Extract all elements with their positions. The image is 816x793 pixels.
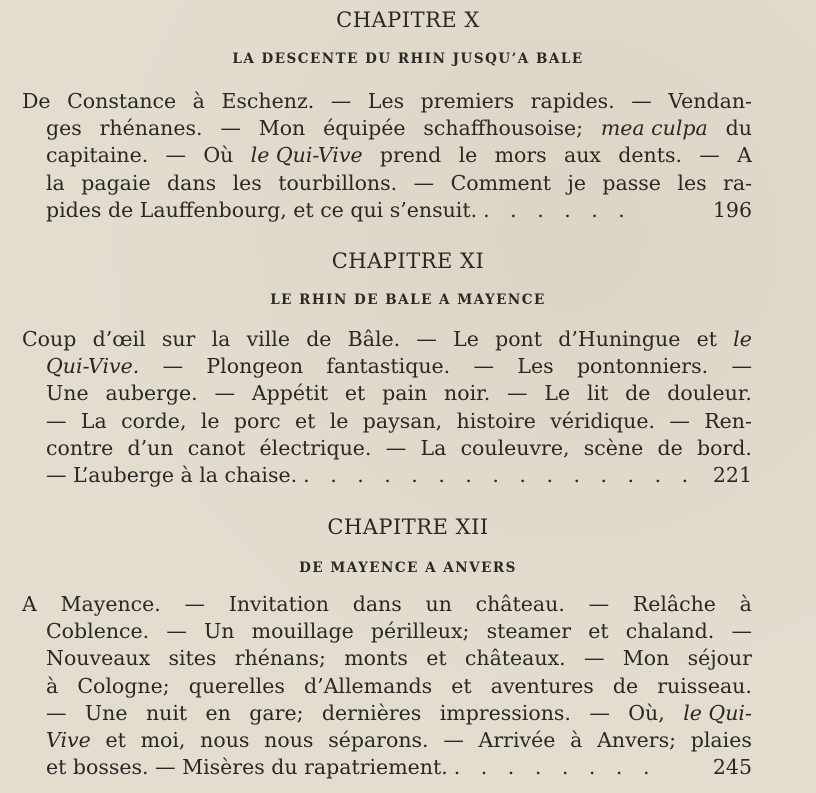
summary-word: et xyxy=(344,381,366,406)
summary-word: passe xyxy=(602,170,661,195)
summary-word: — xyxy=(416,327,437,351)
summary-word: A xyxy=(737,143,752,168)
summary-word: dans xyxy=(352,592,402,616)
summary-word: querelles xyxy=(188,673,285,698)
summary-word: à xyxy=(570,727,583,752)
summary-word: — xyxy=(699,143,720,168)
summary-word: histoire xyxy=(456,408,536,433)
summary-word: ville xyxy=(246,327,290,351)
summary-word: le xyxy=(733,327,752,351)
summary-word: — xyxy=(46,408,67,433)
summary-last-text: et bosses. — Misères du rapatriement. xyxy=(46,755,448,780)
summary-word: mea culpa xyxy=(600,116,708,141)
summary-word: d’Allemands xyxy=(303,673,433,698)
summary-last-line xyxy=(22,754,752,781)
summary-word: en xyxy=(205,700,231,725)
summary-word: Le xyxy=(453,327,479,351)
summary-word: aventures xyxy=(490,673,594,698)
chapter-11-subtitle: LE RHIN DE BALE A MAYENCE xyxy=(270,292,546,308)
summary-word: lit xyxy=(586,381,609,406)
summary-word: — xyxy=(631,89,652,113)
summary-word: La xyxy=(420,435,447,460)
summary-word: Appétit xyxy=(251,381,329,406)
summary-word: Mon xyxy=(258,116,306,141)
summary-word: moi, xyxy=(140,727,186,752)
page-number: 196 xyxy=(712,197,752,222)
leader-dots: . . . . . . . . xyxy=(453,755,657,780)
summary-word: Constance xyxy=(67,89,177,113)
summary-line xyxy=(22,142,752,169)
summary-word: mors xyxy=(494,143,547,168)
summary-last-text: pides de Lauffenbourg, et ce qui s’ensuit. xyxy=(46,197,478,222)
summary-word: équipée xyxy=(323,116,406,141)
summary-word: Anvers; xyxy=(597,727,677,752)
summary-word: périlleux; xyxy=(370,619,470,644)
summary-word: fantastique. xyxy=(326,354,451,379)
summary-word: de xyxy=(625,381,651,406)
summary-line xyxy=(22,700,752,727)
summary-word: — xyxy=(731,619,752,644)
summary-word: Les xyxy=(517,354,554,379)
summary-word: de xyxy=(306,327,332,351)
summary-word: nous xyxy=(264,727,314,752)
summary-word: d’Huningue xyxy=(558,327,681,351)
summary-word: Vive xyxy=(46,727,91,752)
summary-word: Les xyxy=(367,89,405,113)
page-number: 245 xyxy=(712,755,752,780)
summary-word: d’un xyxy=(127,435,174,460)
summary-word: — xyxy=(385,435,407,460)
summary-word: la xyxy=(211,327,231,351)
summary-line xyxy=(22,88,752,115)
summary-word: prend xyxy=(379,143,442,168)
summary-word: — xyxy=(589,700,610,725)
summary-line xyxy=(22,673,752,700)
summary-word: paysan, xyxy=(362,408,443,433)
summary-line xyxy=(22,326,752,353)
leader-dots: . . . . . . . . . . . . . . . xyxy=(303,462,696,487)
summary-word: capitaine. xyxy=(46,143,149,168)
summary-word: plaies xyxy=(690,727,752,752)
summary-word: Plongeon xyxy=(206,354,304,379)
summary-word: — xyxy=(162,354,184,379)
summary-word: La xyxy=(80,408,107,433)
summary-word: dans xyxy=(167,170,217,195)
chapter-10-summary xyxy=(22,88,752,224)
summary-word: — xyxy=(588,592,610,616)
summary-word: pain xyxy=(382,381,428,406)
summary-word: le xyxy=(200,408,220,433)
summary-line xyxy=(22,591,752,618)
summary-word: — xyxy=(330,89,352,113)
summary-word: de xyxy=(612,673,639,698)
summary-word: — xyxy=(166,619,187,644)
summary-last-line xyxy=(22,197,752,224)
summary-word: le Qui-Vive xyxy=(250,143,363,168)
summary-word: — xyxy=(669,408,690,433)
summary-word: Le xyxy=(544,381,571,406)
summary-word: canot xyxy=(187,435,246,460)
summary-line xyxy=(22,618,752,645)
summary-line xyxy=(22,380,752,407)
summary-word: — xyxy=(443,727,464,752)
summary-word: séjour xyxy=(687,646,752,671)
leader-dots: . . . . . . xyxy=(483,197,632,222)
summary-word: ra- xyxy=(723,170,752,195)
summary-word: ges xyxy=(46,116,82,141)
summary-word: château. xyxy=(475,592,565,616)
summary-word: nuit xyxy=(145,700,188,725)
summary-word: — xyxy=(214,381,236,406)
summary-word: tourbillons. xyxy=(278,170,398,195)
summary-word: — xyxy=(220,116,241,141)
summary-word: séparons. xyxy=(328,727,429,752)
summary-word: schaffhousoise; xyxy=(423,116,584,141)
summary-word: impressions. xyxy=(439,700,571,725)
summary-word: châteaux. xyxy=(464,646,566,671)
summary-word: — xyxy=(507,381,528,406)
summary-word: Mayence. xyxy=(60,592,161,616)
summary-word: à xyxy=(46,673,59,698)
summary-word: noir. xyxy=(444,381,491,406)
chapter-12-summary xyxy=(22,591,752,781)
summary-word: dents. xyxy=(618,143,682,168)
summary-word: pont xyxy=(495,327,542,351)
summary-word: — xyxy=(413,170,435,195)
summary-word: — xyxy=(473,354,495,379)
summary-word: Coblence. xyxy=(46,619,150,644)
summary-word: rapides. xyxy=(530,89,615,113)
summary-word: ruisseau. xyxy=(657,673,752,698)
summary-word: du xyxy=(725,116,752,141)
summary-word: De xyxy=(22,89,51,113)
summary-word: gare; xyxy=(249,700,304,725)
summary-line xyxy=(22,727,752,754)
summary-line xyxy=(22,353,752,380)
summary-word: Cologne; xyxy=(77,673,170,698)
summary-word: Bâle. xyxy=(347,327,401,351)
chapter-12-title: CHAPITRE XII xyxy=(327,515,489,539)
summary-word: Une xyxy=(46,381,89,406)
summary-word: sur xyxy=(161,327,196,351)
summary-word: le Qui- xyxy=(683,700,752,725)
summary-word: monts xyxy=(344,646,408,671)
summary-word: dernières xyxy=(321,700,422,725)
summary-word: de xyxy=(657,435,683,460)
summary-word: Eschenz. xyxy=(221,89,315,113)
summary-word: à xyxy=(739,592,752,616)
summary-word: et xyxy=(426,646,447,671)
summary-word: les xyxy=(232,170,262,195)
summary-word: auberge. xyxy=(105,381,198,406)
summary-word: véridique. xyxy=(550,408,655,433)
summary-word: Comment xyxy=(450,170,552,195)
summary-word: d’œil xyxy=(92,327,146,351)
summary-word: Où xyxy=(203,143,234,168)
summary-word: et xyxy=(295,408,316,433)
summary-word: porc xyxy=(233,408,281,433)
summary-word: — xyxy=(731,354,752,379)
summary-word: Nouveaux xyxy=(46,646,151,671)
chapter-11-title: CHAPITRE XI xyxy=(331,249,485,273)
summary-last-text: — L’auberge à la chaise. xyxy=(46,462,298,487)
summary-word: premiers xyxy=(420,89,515,113)
summary-word: — xyxy=(46,700,67,725)
summary-word: aux xyxy=(563,143,601,168)
summary-word: et xyxy=(451,673,472,698)
summary-word: et xyxy=(696,327,717,351)
summary-word: chaland. xyxy=(625,619,715,644)
summary-word: corde, xyxy=(121,408,187,433)
summary-word: scène xyxy=(583,435,644,460)
summary-word: Invitation xyxy=(228,592,329,616)
summary-word: bord. xyxy=(697,435,752,460)
summary-word: je xyxy=(567,170,586,195)
summary-word: Mon xyxy=(622,646,670,671)
summary-word: le xyxy=(329,408,349,433)
chapter-11-summary xyxy=(22,326,752,489)
chapter-10-title: CHAPITRE X xyxy=(336,8,480,32)
summary-word: Arrivée xyxy=(478,727,556,752)
summary-word: douleur. xyxy=(667,381,752,406)
summary-word: — xyxy=(165,143,187,168)
summary-word: la xyxy=(46,170,65,195)
summary-word: Relâche xyxy=(632,592,716,616)
summary-word: mouillage xyxy=(251,619,354,644)
summary-word: et xyxy=(105,727,126,752)
summary-word: un xyxy=(425,592,452,616)
summary-line xyxy=(22,435,752,462)
summary-word: Un xyxy=(203,619,235,644)
summary-word: sites xyxy=(168,646,217,671)
summary-word: A xyxy=(22,592,37,616)
summary-last-line xyxy=(22,462,752,489)
summary-line xyxy=(22,170,752,197)
summary-word: rhénanes. xyxy=(99,116,203,141)
summary-word: — xyxy=(583,646,605,671)
summary-word: le xyxy=(458,143,478,168)
summary-line xyxy=(22,408,752,435)
summary-word: les xyxy=(677,170,707,195)
summary-word: à xyxy=(192,89,205,113)
summary-line xyxy=(22,645,752,672)
summary-word: contre xyxy=(46,435,114,460)
summary-word: et xyxy=(588,619,609,644)
summary-word: Vendan- xyxy=(668,89,752,113)
summary-word: électrique. xyxy=(259,435,372,460)
summary-word: nous xyxy=(200,727,250,752)
chapter-10-subtitle: LA DESCENTE DU RHIN JUSQU’A BALE xyxy=(232,51,584,67)
summary-line xyxy=(22,115,752,142)
summary-word: — xyxy=(184,592,206,616)
summary-word: pontonniers. xyxy=(576,354,709,379)
summary-word: Qui-Vive. xyxy=(46,354,140,379)
summary-word: rhénans; xyxy=(234,646,326,671)
summary-word: couleuvre, xyxy=(460,435,570,460)
summary-word: steamer xyxy=(486,619,572,644)
summary-word: Une xyxy=(84,700,128,725)
chapter-12-subtitle: DE MAYENCE A ANVERS xyxy=(299,560,517,576)
summary-word: Où, xyxy=(628,700,665,725)
summary-word: pagaie xyxy=(81,170,151,195)
summary-word: Coup xyxy=(22,327,77,351)
summary-word: Ren- xyxy=(704,408,752,433)
page-number: 221 xyxy=(712,462,752,487)
